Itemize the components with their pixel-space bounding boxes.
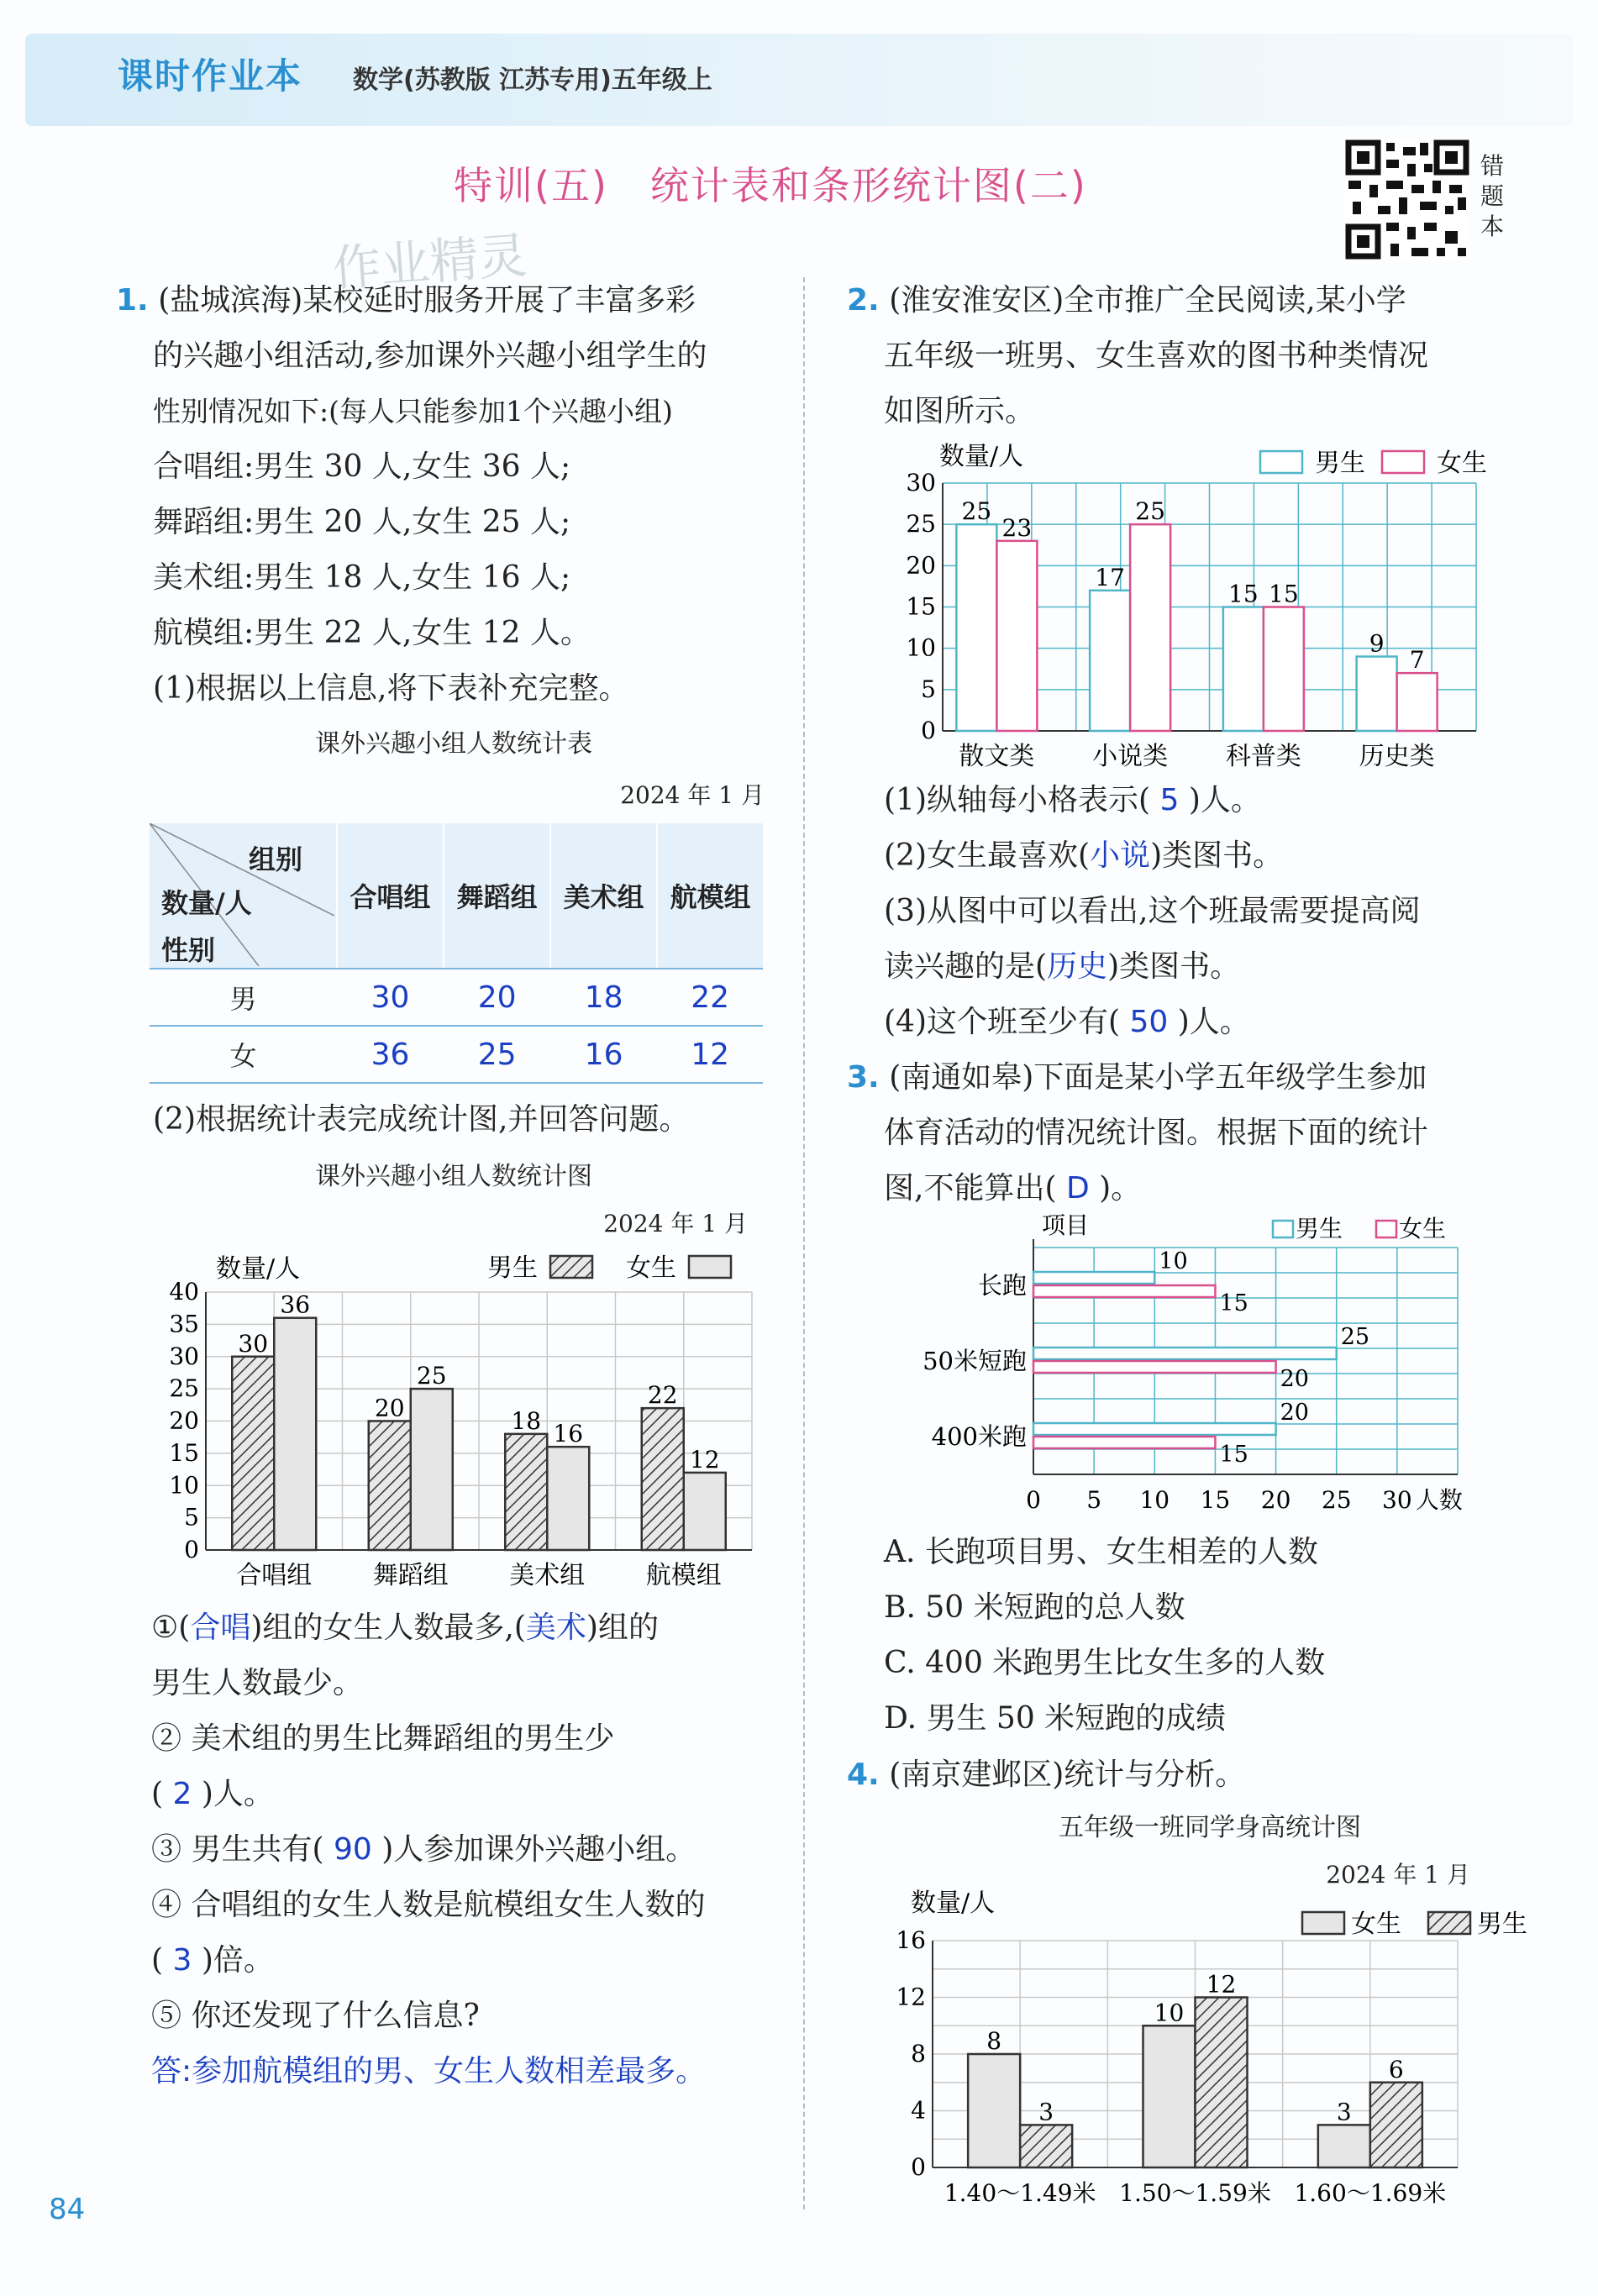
q3-text <box>847 1050 1569 1216</box>
q2-answer-3: (3)从图中可以看出,这个班最需要提高阅 <box>884 894 1421 928</box>
col-header: 舞蹈组 <box>444 823 550 969</box>
q1-table-caption: 课外兴趣小组人数统计表 <box>315 729 592 759</box>
data-label: 18 <box>511 1406 542 1435</box>
col-header: 合唱组 <box>337 823 444 969</box>
q4-number: 4. <box>847 1757 880 1792</box>
legend-swatch <box>1260 451 1302 473</box>
bar <box>369 1421 411 1551</box>
legend-swatch <box>689 1256 731 1278</box>
col-header: 美术组 <box>550 823 657 969</box>
x-tick-label: 1.50～1.59米 <box>1119 2179 1271 2207</box>
q2-text <box>847 273 1569 439</box>
page-title <box>454 155 1087 211</box>
bar <box>956 524 996 731</box>
x-tick-label: 小说类 <box>1092 742 1169 771</box>
data-label: 9 <box>1369 629 1385 658</box>
x-tick-label: 1.60～1.69米 <box>1294 2179 1447 2207</box>
y-tick-label: 8 <box>911 2040 926 2067</box>
legend-label: 女生 <box>626 1253 676 1283</box>
data-label: 7 <box>1409 646 1425 675</box>
q1-sub-4b: ( 3 )倍。 <box>151 1943 274 1978</box>
data-label: 10 <box>1159 1248 1188 1274</box>
data-label: 15 <box>1269 580 1299 608</box>
bar <box>1357 657 1397 732</box>
bar <box>411 1389 453 1550</box>
q1-chart-caption: 课外兴趣小组人数统计图 <box>315 1162 592 1191</box>
x-tick-label: 合唱组 <box>236 1561 313 1590</box>
q1-sub-1b: 男生人数最少。 <box>151 1666 364 1700</box>
bar <box>684 1473 726 1550</box>
q4-bar-chart <box>891 1873 1580 2209</box>
corner-gender-label: 性别 <box>161 934 216 966</box>
bar <box>1033 1361 1276 1373</box>
legend-label: 男生 <box>1477 1910 1527 1939</box>
row-label: 女 <box>150 1026 337 1083</box>
y-axis-title: 数量/人 <box>911 1889 996 1918</box>
data-label: 3 <box>1336 2098 1352 2126</box>
y-tick-label: 5 <box>921 675 936 703</box>
y-tick-label: 长跑 <box>977 1271 1027 1300</box>
x-tick-label: 1.40～1.49米 <box>944 2179 1096 2207</box>
page-number: 84 <box>49 2193 86 2226</box>
legend-label: 女生 <box>1437 449 1487 478</box>
bar <box>968 2054 1020 2167</box>
q1-sub-3: ③ 男生共有( 90 )人参加课外兴趣小组。 <box>151 1832 696 1867</box>
x-tick-label: 美术组 <box>509 1561 586 1590</box>
table-row-female <box>150 1026 763 1083</box>
q1-line-1: 1. (盐城滨海)某校延时服务开展了丰富多彩 <box>116 283 696 318</box>
bar <box>1223 607 1264 732</box>
bar <box>1370 2083 1422 2167</box>
qr-code-icon[interactable] <box>1344 139 1470 260</box>
q3-number: 3. <box>847 1060 880 1095</box>
answer-blank: 50 <box>1129 1005 1169 1039</box>
q1-part2: (2)根据统计表完成统计图,并回答问题。 <box>153 1102 690 1137</box>
subject-label: 数学(苏教版 江苏专用)五年级上 <box>353 66 712 95</box>
answer-blank: 合唱 <box>190 1610 251 1645</box>
q3-options <box>884 1525 1573 1747</box>
corner-quantity-label: 数量/人 <box>161 887 252 919</box>
x-tick-label: 30 <box>1382 1486 1412 1514</box>
y-axis-title: 数量/人 <box>216 1254 301 1284</box>
y-tick-label: 10 <box>906 633 936 662</box>
y-axis-title: 项目 <box>1042 1211 1090 1239</box>
legend-label: 男生 <box>1296 1215 1343 1243</box>
bar <box>505 1434 547 1550</box>
y-tick-label: 10 <box>169 1471 199 1500</box>
y-tick-label: 15 <box>906 592 936 621</box>
data-label: 6 <box>1388 2055 1404 2083</box>
data-label: 8 <box>986 2027 1002 2055</box>
q1-sub-1: ①(合唱)组的女生人数最多,(美术)组的 <box>151 1610 659 1645</box>
q4-chart-caption: 五年级一班同学身高统计图 <box>1059 1813 1361 1842</box>
x-tick-label: 10 <box>1139 1486 1170 1514</box>
brand-title: 课时作业本 <box>118 55 303 97</box>
x-tick-label: 散文类 <box>959 742 1035 771</box>
y-tick-label: 0 <box>921 717 936 744</box>
x-tick-label: 0 <box>1026 1486 1041 1514</box>
title-part2: 统计表和条形统计图(二) <box>649 163 1087 208</box>
q3-line-3: 图,不能算出( D )。 <box>884 1171 1142 1206</box>
y-tick-label: 20 <box>906 551 936 580</box>
q2-line-1: 2. (淮安淮安区)全市推广全民阅读,某小学 <box>847 283 1406 318</box>
x-tick-label: 5 <box>1086 1486 1102 1514</box>
y-tick-label: 0 <box>184 1536 199 1563</box>
y-tick-label: 50米短跑 <box>923 1347 1027 1375</box>
data-label: 15 <box>1219 1290 1248 1316</box>
data-label: 22 <box>647 1381 678 1410</box>
data-label: 16 <box>553 1420 584 1448</box>
q3-option-a: A. 长跑项目男、女生相差的人数 <box>884 1535 1318 1569</box>
q2-answer-3b: 读兴趣的是(历史)类图书。 <box>884 949 1241 984</box>
q1-final-answer: 答:参加航模组的男、女生人数相差最多。 <box>151 2054 707 2088</box>
table-cell-answer: 30 <box>337 969 444 1026</box>
bar <box>1130 524 1170 731</box>
data-label: 36 <box>280 1290 311 1319</box>
q4-text <box>847 1747 1569 1803</box>
answer-blank: 2 <box>172 1777 192 1811</box>
q2-answers <box>884 773 1573 1050</box>
bar <box>1033 1423 1276 1435</box>
data-label: 30 <box>238 1329 269 1358</box>
legend-label: 男生 <box>487 1253 538 1283</box>
data-label: 17 <box>1095 563 1125 591</box>
bar <box>1318 2125 1370 2167</box>
row-label: 男 <box>150 969 337 1026</box>
corner-group-label: 组别 <box>249 843 303 875</box>
column-divider <box>803 277 805 2209</box>
qr-label: 错题本 <box>1480 152 1505 240</box>
data-label: 10 <box>1154 1999 1185 2027</box>
y-axis-title: 数量/人 <box>939 442 1024 471</box>
y-tick-label: 16 <box>896 1926 926 1954</box>
bar <box>1090 591 1130 731</box>
q2-line-2: 五年级一班男、女生喜欢的图书种类情况 <box>884 339 1429 373</box>
data-label: 25 <box>961 497 992 526</box>
q1-number: 1. <box>116 283 149 318</box>
y-tick-label: 35 <box>169 1310 199 1338</box>
q3-line-2: 体育活动的情况统计图。根据下面的统计 <box>884 1116 1429 1150</box>
answer-blank: 5 <box>1159 783 1180 817</box>
answer-blank: 小说 <box>1090 838 1151 873</box>
data-label: 20 <box>1280 1400 1309 1426</box>
y-tick-label: 0 <box>911 2153 926 2181</box>
legend-label: 男生 <box>1315 449 1365 478</box>
data-label: 15 <box>1228 580 1259 608</box>
legend-swatch <box>1302 1912 1344 1934</box>
bar <box>1264 607 1304 732</box>
table-cell-answer: 22 <box>657 969 763 1026</box>
q1-line-5: 舞蹈组:男生 20 人,女生 25 人; <box>153 505 571 539</box>
bar <box>1033 1272 1154 1284</box>
legend-label: 女生 <box>1351 1910 1401 1939</box>
y-tick-label: 5 <box>184 1503 199 1532</box>
q3-option-d: D. 男生 50 米短跑的成绩 <box>884 1701 1227 1736</box>
x-tick-label: 科普类 <box>1225 742 1301 771</box>
data-label: 25 <box>1135 497 1165 526</box>
q1-line-6: 美术组:男生 18 人,女生 16 人; <box>153 560 571 595</box>
y-tick-label: 12 <box>896 1983 926 2011</box>
data-label: 3 <box>1038 2098 1054 2126</box>
q1-chart-date: 2024 年 1 月 <box>603 1210 748 1237</box>
q1-sub-2b: ( 2 )人。 <box>151 1777 274 1811</box>
q1-line-4: 合唱组:男生 30 人,女生 36 人; <box>153 449 571 484</box>
bar <box>274 1318 316 1550</box>
data-label: 25 <box>1340 1324 1370 1350</box>
legend-swatch <box>1376 1221 1396 1237</box>
table-cell-answer: 18 <box>550 969 657 1026</box>
data-label: 20 <box>374 1394 405 1422</box>
answer-blank: 美术 <box>525 1610 586 1645</box>
q3-horizontal-bar-chart <box>899 1210 1571 1529</box>
q1-text <box>116 273 788 717</box>
q1-sub-answers <box>151 1600 790 2099</box>
x-tick-label: 航模组 <box>645 1561 722 1590</box>
legend-swatch <box>550 1256 592 1278</box>
y-tick-label: 20 <box>169 1406 199 1435</box>
q4-chart-date: 2024 年 1 月 <box>1326 1861 1470 1889</box>
table-cell-answer: 12 <box>657 1026 763 1083</box>
q2-line-3: 如图所示。 <box>884 394 1036 428</box>
q2-bar-chart <box>891 433 1563 777</box>
table-header-row <box>150 823 763 969</box>
bar <box>547 1447 589 1550</box>
q2-answer-2: (2)女生最喜欢(小说)类图书。 <box>884 838 1284 873</box>
answer-blank: 90 <box>333 1832 372 1867</box>
x-tick-label: 25 <box>1321 1486 1352 1514</box>
data-label: 23 <box>1001 513 1033 542</box>
data-label: 20 <box>1280 1366 1309 1392</box>
data-label: 15 <box>1219 1442 1248 1468</box>
bar <box>1020 2125 1072 2167</box>
q2-answer-4: (4)这个班至少有( 50 )人。 <box>884 1005 1250 1039</box>
y-tick-label: 40 <box>169 1278 199 1306</box>
q1-sub-4: ④ 合唱组的女生人数是航模组女生人数的 <box>151 1888 706 1922</box>
title-part1: 特训(五) <box>454 163 608 208</box>
q1-line-2: 的兴趣小组活动,参加课外兴趣小组学生的 <box>153 339 707 373</box>
bar <box>1033 1285 1215 1297</box>
q1-sub-2: ② 美术组的男生比舞蹈组的男生少 <box>151 1721 615 1756</box>
bar <box>1033 1348 1337 1359</box>
data-label: 12 <box>1206 1970 1237 1999</box>
legend-swatch <box>1273 1221 1293 1237</box>
q2-number: 2. <box>847 283 880 318</box>
table-cell-answer: 36 <box>337 1026 444 1083</box>
table-cell-answer: 25 <box>444 1026 550 1083</box>
q1-table <box>150 823 763 1084</box>
q1-sub-5: ⑤ 你还发现了什么信息? <box>151 1999 480 2033</box>
x-tick-label: 20 <box>1260 1486 1291 1514</box>
q1-line-7: 航模组:男生 22 人,女生 12 人。 <box>153 616 591 650</box>
q3-option-b: B. 50 米短跑的总人数 <box>884 1590 1185 1625</box>
q4-line-1: 4. (南京建邺区)统计与分析。 <box>847 1757 1246 1792</box>
data-label: 25 <box>416 1362 447 1390</box>
bar <box>1196 1998 1248 2168</box>
answer-blank: 3 <box>172 1943 192 1978</box>
table-row-male <box>150 969 763 1026</box>
q3-line-1: 3. (南通如皋)下面是某小学五年级学生参加 <box>847 1060 1427 1095</box>
col-header: 航模组 <box>657 823 763 969</box>
q1-table-date: 2024 年 1 月 <box>620 781 765 809</box>
y-tick-label: 30 <box>906 469 936 497</box>
bar <box>996 541 1037 731</box>
y-tick-label: 4 <box>911 2096 926 2125</box>
legend-swatch <box>1382 451 1424 473</box>
bar <box>1143 2025 1196 2167</box>
bar <box>232 1357 274 1550</box>
bar <box>1397 673 1438 731</box>
table-corner-cell <box>150 823 337 969</box>
y-tick-label: 25 <box>169 1374 199 1403</box>
bar <box>1033 1437 1215 1448</box>
y-tick-label: 25 <box>906 510 936 539</box>
y-tick-label: 30 <box>169 1342 199 1370</box>
legend-label: 女生 <box>1399 1215 1447 1243</box>
q3-option-c: C. 400 米跑男生比女生多的人数 <box>884 1646 1326 1680</box>
q1-line-8: (1)根据以上信息,将下表补充完整。 <box>153 671 629 706</box>
answer-blank: D <box>1065 1171 1090 1206</box>
legend-swatch <box>1428 1912 1470 1934</box>
y-tick-label: 15 <box>169 1438 199 1467</box>
x-axis-title: 人数 <box>1415 1486 1463 1514</box>
q2-answer-1: (1)纵轴每小格表示( 5 )人。 <box>884 783 1261 817</box>
table-cell-answer: 20 <box>444 969 550 1026</box>
x-tick-label: 15 <box>1200 1486 1231 1514</box>
x-tick-label: 舞蹈组 <box>372 1561 449 1590</box>
answer-blank: 历史 <box>1047 949 1108 984</box>
bar <box>642 1408 684 1550</box>
watermark: 作业精灵 <box>330 226 529 297</box>
x-tick-label: 历史类 <box>1359 742 1435 771</box>
q1-line-3: 性别情况如下:(每人只能参加1个兴趣小组) <box>153 395 673 428</box>
y-tick-label: 400米跑 <box>931 1422 1027 1451</box>
data-label: 12 <box>689 1445 720 1474</box>
q1-bar-chart <box>155 1243 769 1596</box>
table-cell-answer: 16 <box>550 1026 657 1083</box>
